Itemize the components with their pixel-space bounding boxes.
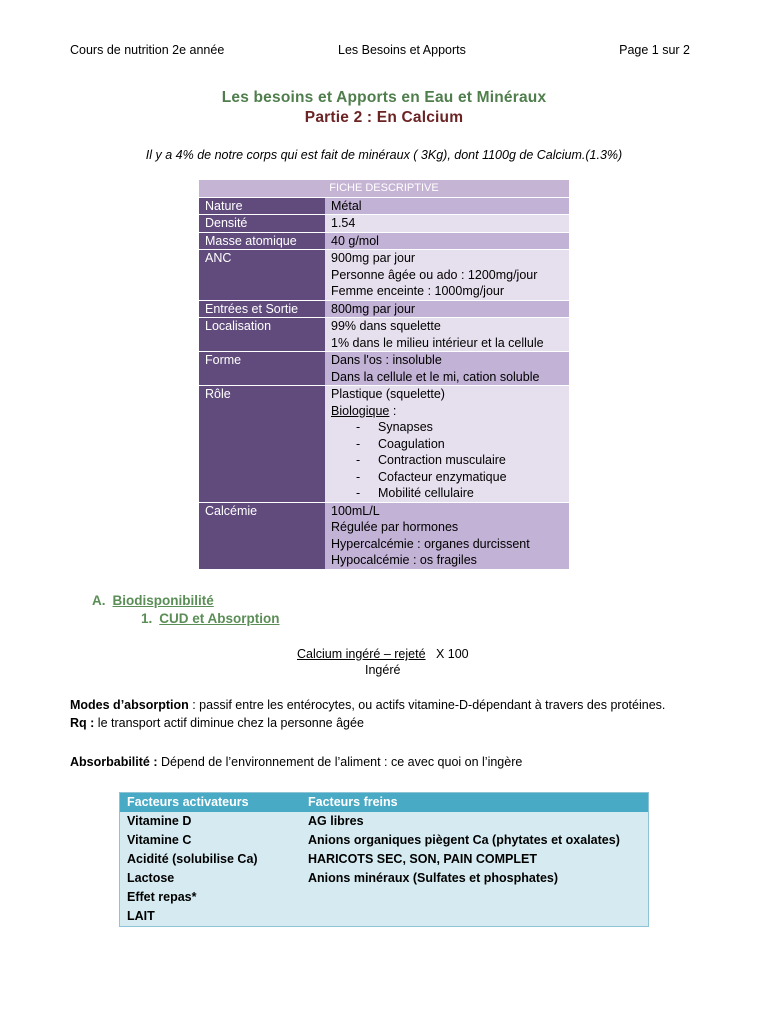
- fiche-descriptive-table: [199, 180, 569, 570]
- calcemie-line: Hypocalcémie : os fragiles: [331, 553, 477, 567]
- col-header-activateurs: Facteurs activateurs: [120, 793, 302, 813]
- row-label-entrees: Entrées et Sortie: [199, 300, 325, 318]
- section-marker: A.: [92, 593, 106, 608]
- facteurs-table: [119, 792, 649, 927]
- row-value-forme: [325, 352, 569, 386]
- paragraph-rq: [70, 716, 700, 730]
- header-topic: Les Besoins et Apports: [338, 43, 466, 57]
- anc-line: Personne âgée ou ado : 1200mg/jour: [331, 267, 538, 282]
- cell-activateur: Vitamine D: [127, 814, 192, 828]
- page-header: [70, 43, 690, 61]
- cell-frein: AG libres: [308, 814, 364, 828]
- row-value-anc: [325, 250, 569, 301]
- list-item: [331, 469, 569, 486]
- col-header-freins: Facteurs freins: [301, 793, 649, 813]
- table-row: [120, 888, 649, 907]
- table-row: [199, 215, 569, 233]
- cell-activateur: Acidité (solubilise Ca): [127, 852, 258, 866]
- list-item: [331, 485, 569, 502]
- absorbabilite-label: Absorbabilité :: [70, 755, 158, 769]
- role-item: Synapses: [378, 420, 433, 434]
- table-row: [199, 352, 569, 386]
- cell-activateur: Lactose: [127, 871, 175, 885]
- dash-marker: -: [356, 469, 361, 484]
- cell-frein: HARICOTS SEC, SON, PAIN COMPLET: [308, 852, 537, 866]
- cell-frein: Anions minéraux (Sulfates et phosphates): [308, 871, 559, 885]
- table-row: [199, 232, 569, 250]
- dash-marker: -: [356, 436, 361, 451]
- row-label-nature: Nature: [199, 197, 325, 215]
- rq-text: le transport actif diminue chez la personne âgée: [94, 716, 364, 730]
- table-row: [120, 812, 649, 831]
- row-label-forme: Forme: [199, 352, 325, 386]
- anc-line: Femme enceinte : 1000mg/jour: [331, 284, 505, 298]
- formula-denominator: Ingéré: [365, 663, 401, 677]
- table-row: [120, 907, 649, 927]
- anc-line: 900mg par jour: [331, 251, 416, 265]
- table-row: [199, 300, 569, 318]
- section-heading-a: [92, 593, 214, 608]
- forme-line: Dans la cellule et le mi, cation soluble: [331, 369, 540, 384]
- table-row: [199, 197, 569, 215]
- role-item: Contraction musculaire: [378, 453, 506, 467]
- row-label-localisation: Localisation: [199, 318, 325, 352]
- row-value-role: [325, 386, 569, 503]
- table-row: [120, 850, 649, 869]
- calcemie-line: 100mL/L: [331, 503, 380, 518]
- intro-sentence: Il y a 4% de notre corps qui est fait de minéraux ( 3Kg), dont 1100g de Calcium.(1.3%): [145, 148, 623, 162]
- localisation-line: 1% dans le milieu intérieur et la cellule: [331, 335, 544, 350]
- row-value-localisation: [325, 318, 569, 352]
- row-value-nature: Métal: [325, 197, 569, 215]
- calcemie-line: Hypercalcémie : organes durcissent: [331, 536, 530, 551]
- role-item: Mobilité cellulaire: [378, 486, 474, 500]
- row-label-densite: Densité: [199, 215, 325, 233]
- modes-label: Modes d’absorption: [70, 698, 189, 712]
- row-value-densite: 1.54: [325, 215, 569, 233]
- table-row: [199, 502, 569, 569]
- list-item: [331, 452, 569, 469]
- row-value-masse: 40 g/mol: [325, 232, 569, 250]
- absorbabilite-text: Dépend de l’environnement de l’aliment : ce avec quoi on l’ingère: [157, 755, 523, 769]
- row-label-masse: Masse atomique: [199, 232, 325, 250]
- dash-marker: -: [356, 486, 361, 500]
- row-value-entrees: 800mg par jour: [325, 300, 569, 318]
- row-label-role: Rôle: [199, 386, 325, 503]
- table-row: [199, 318, 569, 352]
- role-bio-suffix: :: [389, 403, 397, 418]
- localisation-line: 99% dans squelette: [331, 319, 441, 333]
- row-label-calcemie: Calcémie: [199, 502, 325, 569]
- document-subtitle: Partie 2 : En Calcium: [304, 109, 464, 126]
- list-item: [331, 436, 569, 453]
- row-label-anc: ANC: [199, 250, 325, 301]
- cell-activateur: Vitamine C: [127, 833, 192, 847]
- modes-text: : passif entre les entérocytes, ou actifs vitamine-D-dépendant à travers des protéines.: [188, 698, 666, 712]
- table-row: [120, 869, 649, 888]
- dash-marker: -: [356, 420, 361, 434]
- table-row: [199, 386, 569, 503]
- cell-frein: [301, 888, 649, 907]
- document-title: Les besoins et Apports en Eau et Minéraux: [221, 89, 547, 106]
- list-item: [331, 419, 569, 436]
- section-title: CUD et Absorption: [159, 611, 280, 626]
- calcemie-line: Régulée par hormones: [331, 520, 459, 534]
- role-bio-label: Biologique: [331, 403, 390, 418]
- cell-activateur: LAIT: [127, 909, 155, 923]
- paragraph-modes: [70, 698, 700, 712]
- row-value-calcemie: [325, 502, 569, 569]
- table-row: [120, 831, 649, 850]
- header-page-number: Page 1 sur 2: [619, 43, 690, 57]
- role-bio-line: [331, 403, 569, 420]
- header-course: Cours de nutrition 2e année: [70, 43, 225, 57]
- rq-label: Rq :: [70, 716, 95, 730]
- section-title: Biodisponibilité: [112, 593, 214, 608]
- forme-line: Dans l'os : insoluble: [331, 353, 442, 367]
- section-marker: 1.: [141, 611, 153, 626]
- role-item: Cofacteur enzymatique: [378, 469, 507, 484]
- role-line: Plastique (squelette): [331, 387, 445, 401]
- role-item: Coagulation: [378, 436, 445, 451]
- cell-frein: Anions organiques piègent Ca (phytates et oxalates): [308, 833, 620, 847]
- formula-numerator: Calcium ingéré – rejeté: [297, 647, 426, 661]
- cell-activateur: Effet repas*: [127, 890, 197, 904]
- dash-marker: -: [356, 453, 361, 467]
- table-row: [199, 250, 569, 301]
- cud-formula: [297, 647, 469, 677]
- formula-multiplier: X 100: [435, 647, 469, 661]
- section-heading-1: [141, 611, 280, 626]
- fiche-header: FICHE DESCRIPTIVE: [199, 180, 569, 197]
- paragraph-absorbabilite: [70, 755, 700, 769]
- cell-frein: [301, 907, 649, 927]
